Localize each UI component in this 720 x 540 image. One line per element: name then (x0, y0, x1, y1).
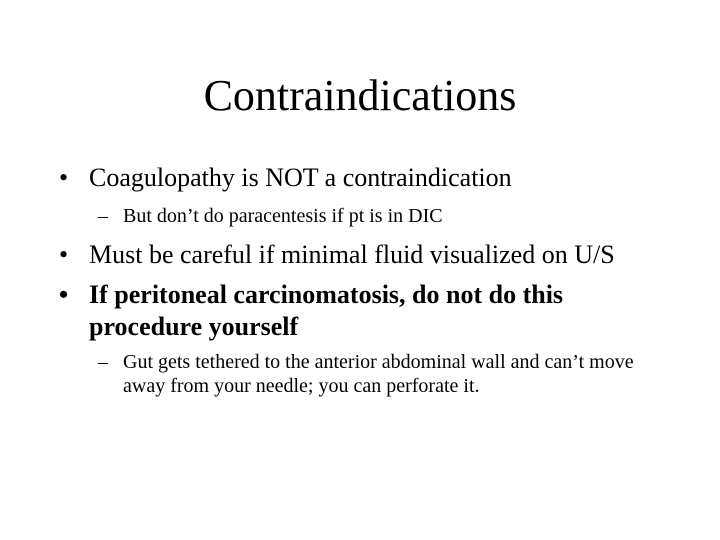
slide-title: Contraindications (203, 71, 517, 120)
bullet-marker: • (59, 163, 69, 192)
bullet-item-carcinomatosis (59, 279, 659, 343)
dash-marker: – (98, 351, 108, 373)
bullet-text: Coagulopathy is NOT a contraindication (89, 163, 512, 192)
bullet-text: Must be careful if minimal fluid visualized on U/S (89, 240, 615, 269)
sub-bullet-item-dic (98, 204, 678, 228)
dash-marker: – (98, 205, 108, 227)
sub-bullet-item-gut-tethered (98, 350, 658, 398)
sub-bullet-text: Gut gets tethered to the anterior abdominal wall and can’t move away from your needle; you can perforate it. (123, 351, 634, 397)
bullet-marker: • (59, 280, 69, 309)
bullet-text: If peritoneal carcinomatosis, do not do this procedure yourself (89, 280, 564, 341)
sub-bullet-text: But don’t do paracentesis if pt is in DIC (123, 205, 443, 227)
bullet-marker: • (59, 240, 69, 269)
bullet-item-minimal-fluid (59, 239, 699, 271)
bullet-item-coagulopathy (59, 162, 699, 194)
